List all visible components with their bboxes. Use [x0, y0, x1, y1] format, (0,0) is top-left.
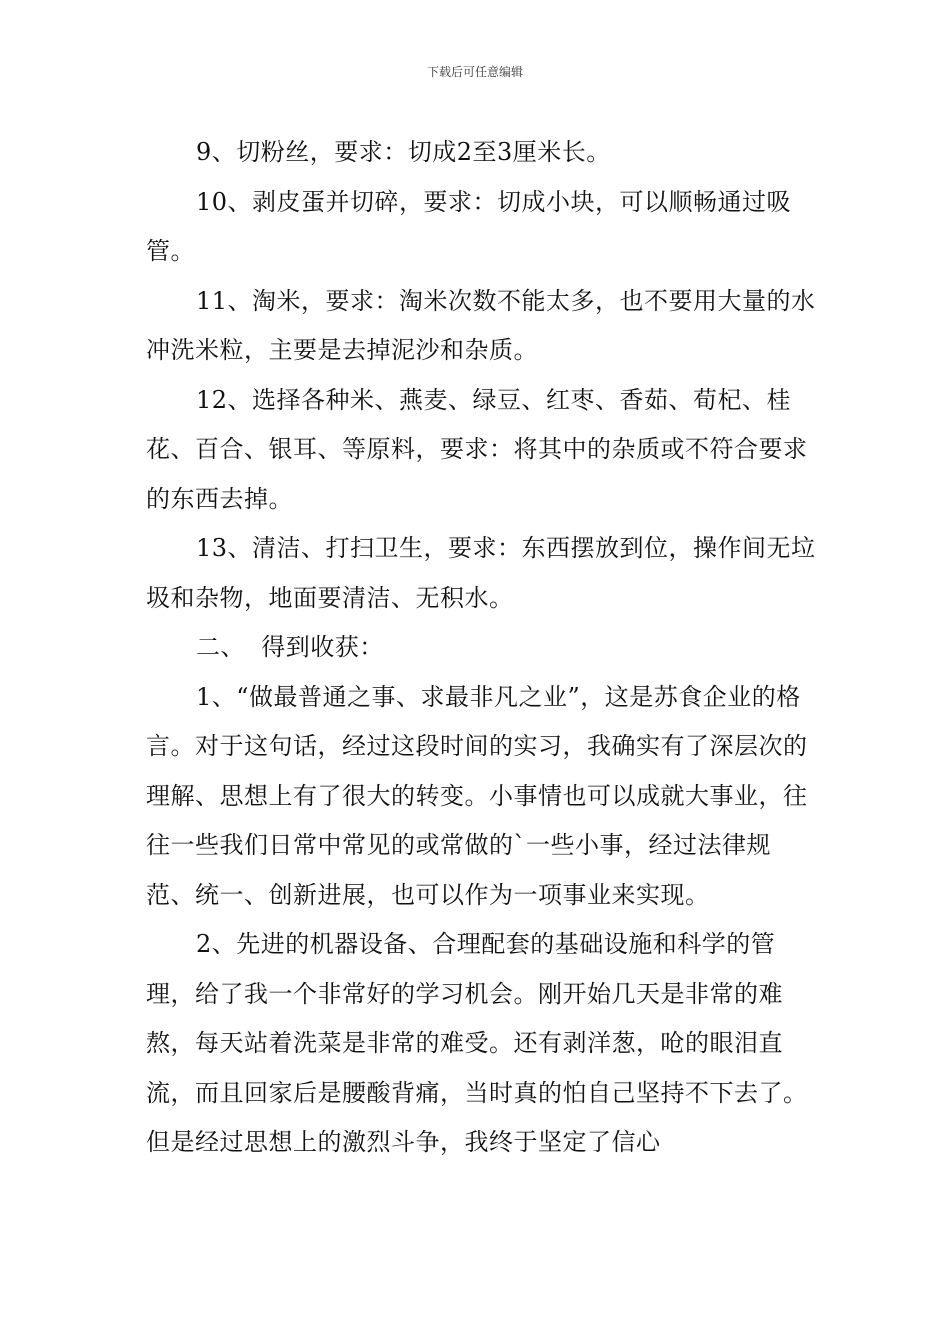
paragraph-gain-2: 2、先进的机器设备、合理配套的基础设施和科学的管理，给了我一个非常好的学习机会。刚开始几天是非常的难熬，每天站着洗菜是非常的难受。还有剥洋葱，呛的眼泪直流，而且回家后是腰酸背痛，当时真的怕自己坚持不下去了。但是经过思想上的激烈斗争，我终于坚定了信心 [146, 930, 808, 1156]
section-heading-gains: 二、 得到收获： [196, 633, 384, 661]
paragraph-gain-1: 1、“做最普通之事、求最非凡之业”，这是苏食企业的格言。对于这句话，经过这段时间的实习，我确实有了深层次的理解、思想上有了很大的转变。小事情也可以成就大事业，往往一些我们日常中常见的或常做的`一些小事，经过法律规范、统一、创新进展，也可以作为一项事业来实现。 [146, 682, 808, 909]
paragraph-item-13: 13、清洁、打扫卫生，要求：东西摆放到位，操作间无垃圾和杂物，地面要清洁、无积水。 [146, 534, 816, 612]
document-body [146, 128, 816, 1168]
paragraph-item-10: 10、剥皮蛋并切碎，要求：切成小块，可以顺畅通过吸管。 [146, 187, 792, 265]
paragraph-item-11: 11、淘米，要求：淘米次数不能太多，也不要用大量的水冲洗米粒，主要是去掉泥沙和杂质。 [146, 286, 816, 364]
paragraph-item-12: 12、选择各种米、燕麦、绿豆、红枣、香茹、荀杞、桂花、百合、银耳、等原料，要求：将其中的杂质或不符合要求的东西去掉。 [146, 385, 808, 513]
paragraph-item-9: 9、切粉丝，要求：切成2至3厘米长。 [196, 138, 611, 166]
page-header: 下载后可任意编辑 [426, 65, 523, 79]
